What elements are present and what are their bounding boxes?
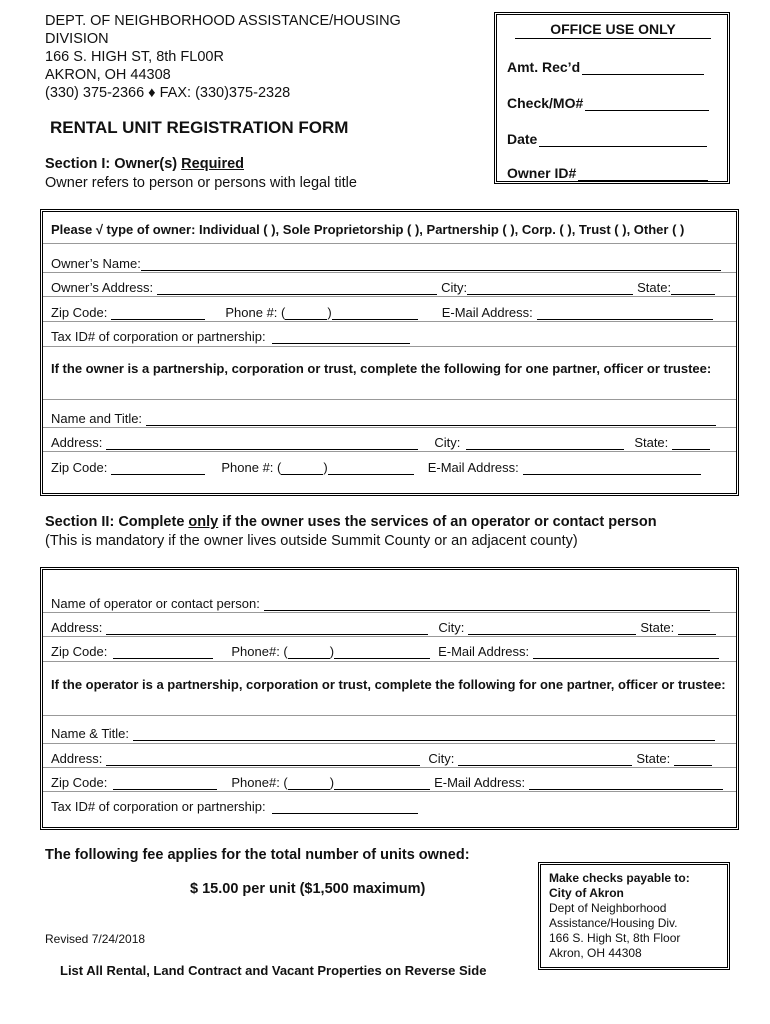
owner-id-row [507, 165, 708, 181]
partner-address-label: Address: [51, 435, 103, 450]
date-label: Date [507, 131, 538, 147]
operator-state-field[interactable] [678, 621, 716, 635]
payable-to-city: City of Akron [549, 886, 624, 900]
section-2-title [45, 514, 657, 530]
address-line-5: (330) 375-2366 ♦ FAX: (330)375-2328 [45, 85, 291, 101]
operator-address-row [51, 620, 716, 635]
partner-city-field[interactable] [466, 436, 624, 450]
operator-partner-state-field[interactable] [674, 752, 712, 766]
check-mo-field[interactable] [585, 96, 709, 111]
owner-address-row [51, 280, 715, 295]
operator-partner-address-field[interactable] [106, 752, 420, 766]
operator-partner-name-row [51, 726, 715, 741]
owner-name-field[interactable] [141, 257, 721, 271]
payable-street-line: 166 S. High St, 8th Floor [549, 931, 681, 945]
owner-zip-field[interactable] [111, 306, 205, 320]
operator-phone-field[interactable] [334, 645, 430, 659]
owner-address-label: Owner’s Address: [51, 280, 154, 295]
owner-partner-note: If the owner is a partnership, corporation or trust, complete the following for one partner, officer or trustee: [51, 361, 712, 376]
operator-name-field[interactable] [264, 597, 710, 611]
operator-name-row [51, 596, 710, 611]
partner-phone-label: Phone #: ( [221, 460, 282, 475]
section-2-title-suffix: if the owner uses the services of an operator or contact person [218, 514, 657, 530]
partner-city-label: City: [434, 435, 461, 450]
partner-zip-field[interactable] [111, 461, 205, 475]
operator-name-label: Name of operator or contact person: [51, 596, 260, 611]
owner-email-label: E-Mail Address: [441, 305, 533, 320]
address-line-4: AKRON, OH 44308 [45, 67, 171, 83]
operator-partner-phone-label: Phone#: ( [231, 775, 288, 790]
owner-tax-id-field[interactable] [272, 330, 410, 344]
required-label: Required [181, 156, 245, 172]
date-field[interactable] [539, 132, 707, 147]
operator-address-field[interactable] [106, 621, 428, 635]
operator-phone-area-field[interactable] [288, 645, 330, 659]
reverse-side-note: List All Rental, Land Contract and Vacant Properties on Reverse Side [60, 963, 487, 978]
operator-tax-id-row [51, 799, 418, 814]
owner-tax-id-row [51, 329, 410, 344]
operator-address-label: Address: [51, 620, 103, 635]
partner-zip-label: Zip Code: [51, 460, 108, 475]
only-label: only [188, 514, 219, 530]
owner-id-field[interactable] [578, 166, 708, 181]
partner-name-label: Name and Title: [51, 411, 143, 426]
check-mo-row [507, 95, 709, 111]
fee-title: The following fee applies for the total number of units owned: [45, 847, 470, 863]
check-mo-label: Check/MO# [507, 95, 584, 111]
date-row [507, 131, 707, 147]
operator-partner-phone-area-field[interactable] [288, 776, 330, 790]
payable-dept-line: Dept of Neighborhood [549, 901, 667, 915]
operator-partner-zip-field[interactable] [113, 776, 217, 790]
partner-name-row [51, 411, 716, 426]
operator-partner-name-field[interactable] [133, 727, 715, 741]
operator-tax-id-field[interactable] [272, 800, 418, 814]
operator-zip-label: Zip Code: [51, 644, 108, 659]
partner-name-field[interactable] [146, 412, 716, 426]
owner-state-label: State: [637, 280, 672, 295]
operator-partner-phone-field[interactable] [334, 776, 430, 790]
partner-email-field[interactable] [523, 461, 701, 475]
partner-email-label: E-Mail Address: [427, 460, 519, 475]
owner-address-field[interactable] [157, 281, 437, 295]
office-use-title: OFFICE USE ONLY [515, 21, 711, 39]
address-line-3: 166 S. HIGH ST, 8th FL00R [45, 49, 224, 65]
operator-phone-close: ) [329, 644, 335, 659]
owner-info-box [40, 209, 739, 496]
owner-name-row [51, 256, 721, 271]
owner-city-label: City: [441, 280, 468, 295]
operator-phone-label: Phone#: ( [231, 644, 288, 659]
operator-email-field[interactable] [533, 645, 719, 659]
owner-name-label: Owner’s Name: [51, 256, 141, 271]
operator-partner-address-label: Address: [51, 751, 103, 766]
owner-type-line[interactable]: Please √ type of owner: Individual ( ), Sole Proprietorship ( ), Partnership ( ), Corp. ( ), Trust ( ), Other ( ) [51, 222, 685, 237]
owner-state-field[interactable] [671, 281, 715, 295]
partner-phone-close: ) [323, 460, 328, 475]
partner-zip-row [51, 460, 701, 475]
operator-email-label: E-Mail Address: [438, 644, 530, 659]
operator-info-box [40, 567, 739, 830]
partner-state-label: State: [634, 435, 669, 450]
operator-partner-city-label: City: [428, 751, 455, 766]
operator-tax-id-label: Tax ID# of corporation or partnership: [51, 799, 266, 814]
payable-city-line: Akron, OH 44308 [549, 946, 642, 960]
operator-city-field[interactable] [468, 621, 636, 635]
owner-phone-area-field[interactable] [285, 306, 327, 320]
partner-state-field[interactable] [672, 436, 710, 450]
section-2-subtitle: (This is mandatory if the owner lives outside Summit County or an adjacent county) [45, 533, 578, 549]
operator-partner-state-label: State: [636, 751, 671, 766]
operator-zip-field[interactable] [113, 645, 213, 659]
section-1-title [45, 156, 244, 172]
owner-tax-id-label: Tax ID# of corporation or partnership: [51, 329, 266, 344]
owner-city-field[interactable] [467, 281, 633, 295]
form-title: RENTAL UNIT REGISTRATION FORM [50, 118, 349, 137]
amt-received-field[interactable] [582, 60, 704, 75]
fee-amount: $ 15.00 per unit ($1,500 maximum) [190, 881, 426, 897]
owner-phone-close: ) [327, 305, 332, 320]
operator-zip-row [51, 644, 719, 659]
operator-partner-email-label: E-Mail Address: [434, 775, 526, 790]
address-line-2: DIVISION [45, 31, 109, 47]
partner-address-field[interactable] [106, 436, 418, 450]
operator-partner-name-label: Name & Title: [51, 726, 130, 741]
owner-phone-field[interactable] [332, 306, 418, 320]
owner-zip-row [51, 305, 713, 320]
operator-partner-email-field[interactable] [529, 776, 723, 790]
payable-to-label: Make checks payable to: [549, 871, 690, 885]
operator-partner-phone-close: ) [329, 775, 335, 790]
department-address [45, 12, 401, 102]
section-2-title-prefix: Section II: Complete [45, 514, 189, 530]
section-1-subtitle: Owner refers to person or persons with legal title [45, 175, 357, 191]
operator-partner-zip-row [51, 775, 723, 790]
partner-phone-field[interactable] [328, 461, 414, 475]
operator-partner-zip-label: Zip Code: [51, 775, 108, 790]
owner-zip-label: Zip Code: [51, 305, 108, 320]
owner-phone-label: Phone #: ( [225, 305, 286, 320]
operator-state-label: State: [640, 620, 675, 635]
operator-city-label: City: [438, 620, 465, 635]
operator-partner-note: If the operator is a partnership, corporation or trust, complete the following for one partner, officer or trustee: [51, 677, 726, 692]
revised-date: Revised 7/24/2018 [45, 932, 146, 946]
operator-partner-address-row [51, 751, 712, 766]
amt-received-label: Amt. Rec’d [507, 59, 581, 75]
office-use-box [494, 12, 730, 184]
amt-received-row [507, 59, 704, 75]
payable-division-line: Assistance/Housing Div. [549, 916, 678, 930]
operator-partner-city-field[interactable] [458, 752, 632, 766]
partner-address-row [51, 435, 710, 450]
section-1-title-text: Section I: Owner(s) [45, 156, 182, 172]
owner-id-label: Owner ID# [507, 165, 577, 181]
owner-email-field[interactable] [537, 306, 713, 320]
partner-phone-area-field[interactable] [281, 461, 323, 475]
address-line-1: DEPT. OF NEIGHBORHOOD ASSISTANCE/HOUSING [45, 13, 401, 29]
payable-to-box [538, 862, 730, 970]
